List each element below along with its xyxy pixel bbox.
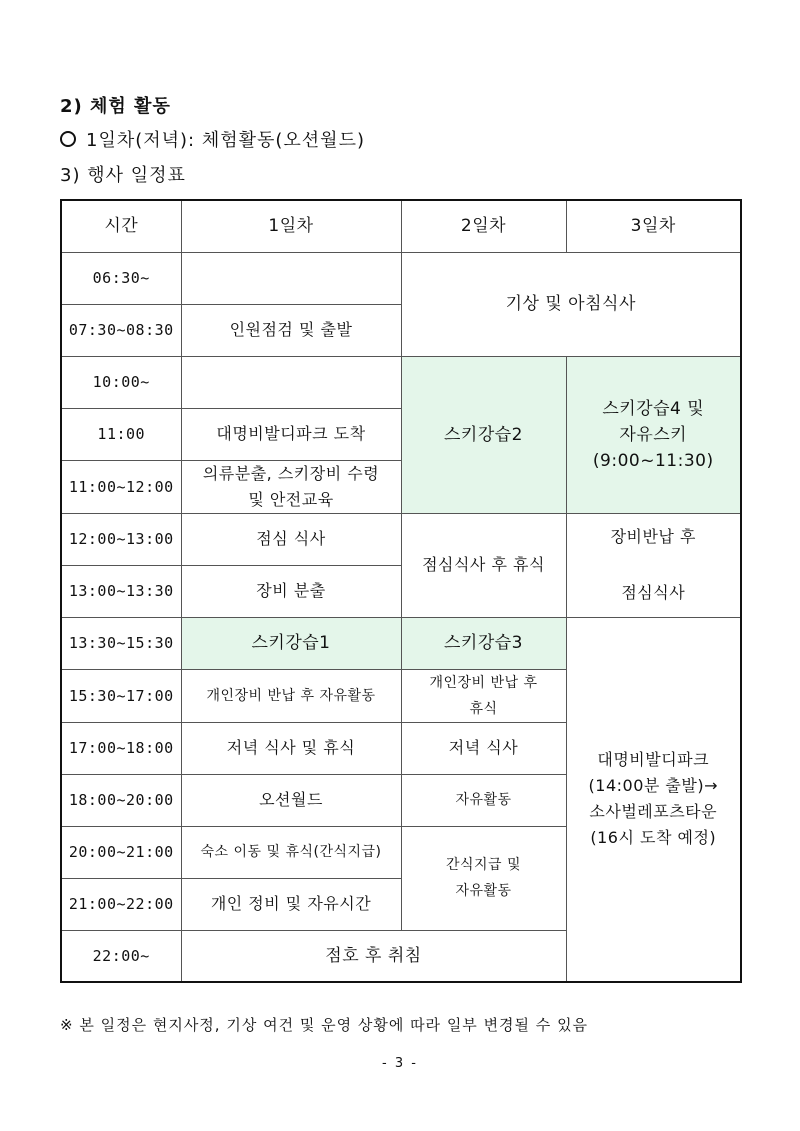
day1-cell: 인원점검 및 출발 bbox=[181, 304, 401, 356]
table-row bbox=[61, 356, 741, 408]
day1-cell: 개인 정비 및 자유시간 bbox=[181, 878, 401, 930]
time-cell: 22:00~ bbox=[61, 930, 181, 982]
day3-depart-cell bbox=[566, 617, 741, 982]
time-cell: 07:30~08:30 bbox=[61, 304, 181, 356]
day1-r5-line1: 의류분출, 스키장비 수령 bbox=[202, 463, 380, 483]
day1-cell bbox=[181, 460, 401, 513]
ski4-line2: 자유스키 bbox=[619, 424, 688, 445]
ski-lesson-2-cell: 스키강습2 bbox=[401, 356, 566, 513]
day1-cell: 저녁 식사 및 휴식 bbox=[181, 722, 401, 774]
header-day3: 3일차 bbox=[566, 200, 741, 252]
depart-line3: 소사벌레포츠타운 bbox=[589, 802, 718, 822]
circle-bullet-icon bbox=[60, 131, 76, 147]
day1-cell: 숙소 이동 및 휴식(간식지급) bbox=[181, 826, 401, 878]
header-time: 시간 bbox=[61, 200, 181, 252]
bullet-text: 1일차(저녁): 체험활동(오션월드) bbox=[86, 130, 365, 151]
time-cell: 13:30~15:30 bbox=[61, 617, 181, 669]
lights-out-cell: 점호 후 취침 bbox=[181, 930, 566, 982]
time-cell: 21:00~22:00 bbox=[61, 878, 181, 930]
time-cell: 12:00~13:00 bbox=[61, 513, 181, 565]
day1-cell: 대명비발디파크 도착 bbox=[181, 408, 401, 460]
day2-snack-line2: 자유활동 bbox=[455, 883, 512, 899]
bullet-day1-activity bbox=[60, 126, 365, 152]
time-cell: 06:30~ bbox=[61, 252, 181, 304]
day2-return-cell bbox=[401, 669, 566, 722]
time-cell: 15:30~17:00 bbox=[61, 669, 181, 722]
section-heading-schedule: 3) 행사 일정표 bbox=[60, 165, 186, 186]
day3-return-line2: 점심식사 bbox=[621, 583, 686, 602]
day1-cell: 개인장비 반납 후 자유활동 bbox=[181, 669, 401, 722]
time-cell: 17:00~18:00 bbox=[61, 722, 181, 774]
schedule-note: ※ 본 일정은 현지사정, 기상 여건 및 운영 상황에 따라 일부 변경될 수 있음 bbox=[60, 1016, 589, 1034]
ski-lesson-3-cell: 스키강습3 bbox=[401, 617, 566, 669]
table-row bbox=[61, 513, 741, 565]
empty-cell bbox=[181, 356, 401, 408]
day2-return-line1: 개인장비 반납 후 bbox=[429, 674, 538, 691]
table-header-row bbox=[61, 200, 741, 252]
day2-free-cell: 자유활동 bbox=[401, 774, 566, 826]
wake-breakfast-cell: 기상 및 아침식사 bbox=[401, 252, 741, 356]
header-day1: 1일차 bbox=[181, 200, 401, 252]
depart-line4: (16시 도착 예정) bbox=[590, 828, 717, 848]
time-cell: 11:00 bbox=[61, 408, 181, 460]
day2-return-line2: 휴식 bbox=[469, 700, 498, 717]
depart-line2: (14:00분 출발)→ bbox=[588, 776, 718, 796]
day2-snack-cell bbox=[401, 826, 566, 930]
section-heading-activity: 2) 체험 활동 bbox=[60, 96, 171, 117]
ski4-line3: (9:00~11:30) bbox=[592, 450, 714, 471]
time-cell: 11:00~12:00 bbox=[61, 460, 181, 513]
day1-r5-line2: 및 안전교육 bbox=[248, 489, 334, 509]
day2-dinner-cell: 저녁 식사 bbox=[401, 722, 566, 774]
time-cell: 18:00~20:00 bbox=[61, 774, 181, 826]
day1-cell: 점심 식사 bbox=[181, 513, 401, 565]
day2-snack-line1: 간식지급 및 bbox=[445, 857, 522, 873]
day3-return-line1: 장비반납 후 bbox=[610, 527, 696, 546]
time-cell: 13:00~13:30 bbox=[61, 565, 181, 617]
day1-cell: 장비 분출 bbox=[181, 565, 401, 617]
header-day2: 2일차 bbox=[401, 200, 566, 252]
schedule-table bbox=[60, 199, 742, 983]
table-row bbox=[61, 252, 741, 304]
table-row bbox=[61, 617, 741, 669]
time-cell: 10:00~ bbox=[61, 356, 181, 408]
day1-cell: 오션월드 bbox=[181, 774, 401, 826]
ski4-line1: 스키강습4 및 bbox=[602, 398, 705, 419]
lunch-rest-cell: 점심식사 후 휴식 bbox=[401, 513, 566, 617]
page-number: - 3 - bbox=[382, 1056, 418, 1071]
time-cell: 20:00~21:00 bbox=[61, 826, 181, 878]
empty-cell bbox=[181, 252, 401, 304]
ski-lesson-4-cell bbox=[566, 356, 741, 513]
day3-return-cell bbox=[566, 513, 741, 617]
ski-lesson-1-cell: 스키강습1 bbox=[181, 617, 401, 669]
depart-line1: 대명비발디파크 bbox=[597, 750, 710, 770]
